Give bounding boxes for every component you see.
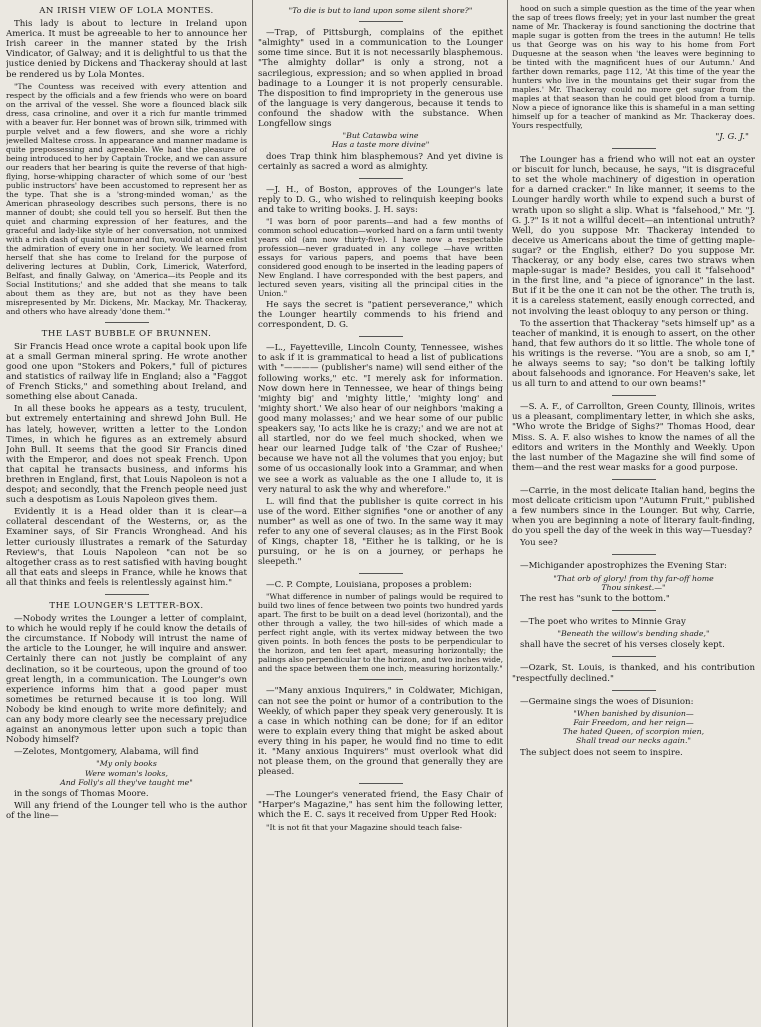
paragraph: To the assertion that Thackeray "sets himself up" as a teacher of mankind, it is enough to assert, on the other hand, that few authors do it so little. The whole tone of his writings is the reverse. "You are a snob, so am I," he always seems to say; "so don't be talking loftily about falsehoods and ignorance. For Heaven's sake, let us all turn to and attend to our own beams!" xyxy=(512,318,755,390)
paragraph: He says the secret is "patient perseverance," which the Lounger heartily commends to his friend and correspondent, D. G. xyxy=(258,300,503,331)
paragraph: L. will find that the publisher is quite correct in his use of the word. Either signifies "one or another of any number" as well as one of two. In the same way it may refer to any one of several clauses; as in the First Book of Kings, chapter 18, "Either he is talking, or he is pursuing, or he is on a journey, or perhaps he sleepeth." xyxy=(258,496,503,568)
signature-text: "J. G. J." xyxy=(715,132,749,142)
paragraph: Evidently it is a Head older than it is clear—a collateral descendant of the Westerns, or, as the Examiner says, of Sir Francis Wronghead. And his letter curiously illustrates a remark of the Saturday Review's, that Louis Napoleon "can not be so altogether crass as to rest satisfied with having bought all that eats and sleeps in France, while he knows that all that thinks and feels is relentlessly against him." xyxy=(6,507,247,588)
divider xyxy=(105,322,149,323)
paragraph: The Lounger has a friend who will not eat an oyster or biscuit for lunch, because, he says, "it is disgraceful to set the whole machinery of digestion in operation for a darned cracker." In like manner, it seems to the Lounger hardly worth while to expend such a burst of wrath upon so slight a slip. What is "falsehood," Mr. "J. G. J.?" Is it not a willful deceit—an intentional untruth? Well, do you suppose Mr. Thackeray intended to deceive us Americans about the time of getting maple-sugar? or the English, either? Do you suppose Mr. Thackeray, or any body else, cares two straws when maple-sugar is made? Besides, you call it "falsehood" in the first line, and "a piece of ignorance" in the last. But if it be the one it can not be the other. The truth is, it is a careless statement, easily enough corrected, and not involving the least obloquy to any person or thing. xyxy=(512,155,755,317)
paragraph: —Ozark, St. Louis, is thanked, and his contribution "respectfully declined." xyxy=(512,663,755,684)
column-3 xyxy=(512,4,755,1027)
paragraph: —The Lounger's venerated friend, the Easy Chair of "Harper's Magazine," has sent him the following letter, which the E. C. says it received from Upper Red Hook: xyxy=(258,790,503,821)
heading-brunnen: THE LAST BUBBLE OF BRUNNEN. xyxy=(41,328,212,339)
divider xyxy=(612,554,656,555)
paragraph: —Zelotes, Montgomery, Alabama, will find xyxy=(14,747,199,758)
paragraph: —L., Fayetteville, Lincoln County, Tennessee, wishes to ask if it is grammatical to head a list of publications with "———— (publisher's name) will send either of the following works," etc. "I merely ask for information. Now down here in Tennessee, we hear of things being 'mighty big' and 'mighty little,' 'mighty long' and 'mighty short.' We also hear of our neighbors 'making a good many molasses;' and we hear some of our public speakers say, 'Io acts like he is crazy;' and we are not at all startled, nor do we feel much shocked, when we hear our learned Judge talk of 'the Czar of Rushee;' because we have not all the volumes that you enjoy; but some of us occasionally look into a Grammar, and when we see a work as valuable as the one I allude to, it is very natural to ask the why and wherefore." xyxy=(258,343,503,495)
quoted-passage: "It is not fit that your Magazine should teach false- xyxy=(266,822,463,832)
divider xyxy=(359,21,403,22)
divider xyxy=(612,479,656,480)
paragraph: —Michigander apostrophizes the Evening Star: xyxy=(520,561,727,572)
divider xyxy=(105,594,149,595)
divider xyxy=(359,679,403,680)
paragraph: —Germaine sings the woes of Disunion: xyxy=(520,696,694,707)
quoted-passage: hood on such a simple question as the time of the year when the sap of trees flows freely; yet in your last number the great name of Mr. Thackeray is found sanctioning the doctrine that maple sugar is gotten from the trees in the autumn! He tells us that George was on his way to his home from Fort Duquesne at the season when 'the leaves were beginning to be tinted with the magnificent hues of our Autumn.' And farther down remarks, page 112, 'At this time of the year the hunters who live in the mountains get their sugar from the maples.' Mr. Thackeray could no more get sugar from the maples at that season than he could get blood from a turnip. Now a piece of ignorance like this is shameful in a man setting himself up for a teacher of mankind as Mr. Thackeray does. Yours respectfully, xyxy=(512,4,755,130)
divider xyxy=(359,336,403,337)
paragraph: The rest has "sunk to the bottom." xyxy=(520,593,670,604)
paragraph: does Trap think him blasphemous? And yet divine is certainly as sacred a word as almighty. xyxy=(258,151,503,172)
quoted-passage: "The Countess was received with every attention and respect by the officials and a few friends who were on board on the arrival of the vessel. She wore a flounced black silk dress, casa crinoline, and over it a rich fur mantle trimmed with a beaver fur. Her bonnet was of brown silk, trimmed with purple velvet and a few flowers, and she wore a richly jewelled Maltese cross. In appearance and manner madame is quite prepossessing and agreeable. We had the pleasure of being introduced to her by Captain Trocke, and we can assure our readers that her bearing is quite the reverse of that high-flying, horse-whipping character of which some of our 'best public instructors' have been accustomed to represent her as the type. That she is a 'strong-minded woman,' as the American phraseology describes such persons, there is no manner of doubt; she could tell you so herself. But then the quiet and charming expression of her features, and the graceful and lady-like style of her conversation, not unmixed with a rich dash of quaint humor and fun, would at once enlist the admiration of every one in her society. We learned from herself that she has come to Ireland for the purpose of delivering lectures at Dublin, Cork, Limerick, Waterford, Belfast, and finally Galway, on 'America—its People and its Social Institutions;' and she added that she means to talk about them as they are, but not as they have been misrepresented by Mr. Dickens, Mr. Mackay, Mr. Thackeray, and others who have already 'done them.'" xyxy=(6,81,247,316)
paragraph: You see? xyxy=(520,538,558,549)
verse: "But Catawba wine Has a taste more divine" xyxy=(331,131,430,150)
verse: "To die is but to land upon some silent shore?" xyxy=(288,6,473,15)
paragraph: This lady is about to lecture in Ireland upon America. It must be agreeable to her to announce her Irish career in the manner stated by the Irish Vindicator, of Galway; and it is delightful to us that the justice denied by Dickens and Thackeray should at last be rendered us by Lola Montes. xyxy=(6,19,247,80)
divider xyxy=(612,395,656,396)
heading-lola-montes: AN IRISH VIEW OF LOLA MONTES. xyxy=(39,6,214,16)
divider xyxy=(612,148,656,149)
column-rule-right xyxy=(507,0,508,1027)
divider xyxy=(359,573,403,574)
divider xyxy=(359,178,403,179)
paragraph: —"Many anxious Inquirers," in Coldwater, Michigan, can not see the point or humor of a contribution to the Weekly, of which paper they speak very generously. It is a case in which nothing can be done; for if an editor were to explain every thing that might be asked about every thing in his paper, he would find no time to edit it. "Many anxious Inquirers" must overlook what did not please them, on the ground that generally they are pleased. xyxy=(258,686,503,778)
column-rule-left xyxy=(252,0,253,1027)
quoted-passage: "I was born of poor parents—and had a few months of common school education—worked hard on a farm until twenty years old (am now thirty-five). I have now a respectable profession—never graduated in any college —have written essays for various papers, and poems that have been considered good enough to be inserted in the leading papers of New England. I have corresponded with the best papers, and lectured seven years, visiting all the principal cities in the Union." xyxy=(258,217,503,299)
verse: "Beneath the willow's bending shade," xyxy=(557,629,710,639)
paragraph: —Trap, of Pittsburgh, complains of the epithet "almighty" used in a communication to the Lounger some time since. But it is not necessarily blasphemous. "The almighty dollar" is only a strong, not a sacrilegious, expression; and so when applied in broad badinage to a Lounger it is not properly censurable. The disposition to find impropriety in the generous use of the language is very dangerous, because it tends to confound the shadow with the substance. When Longfellow sings xyxy=(258,28,503,130)
verse: "My only books Were woman's looks, And Folly's all they've taught me" xyxy=(60,759,193,787)
paragraph: —Nobody writes the Lounger a letter of complaint, to which he would reply if he could know the details of the circumstance. If Nobody will intrust the name of the article to the Lounger, he will inquire and answer. Certainly there can not justly be complaint of any declination, so it be courteous, upon the ground of too great length, in a communication. The Lounger's own experience informs him that a good paper must sometimes be returned because it is too long. Will Nobody be kind enough to write more definitely; and can any body more clearly see the necessary prejudice against an anonymous letter upon such a topic than Nobody himself? xyxy=(6,614,247,746)
column-2 xyxy=(258,4,503,1027)
paragraph: The subject does not seem to inspire. xyxy=(520,747,683,758)
heading-letter-box: THE LOUNGER'S LETTER-BOX. xyxy=(49,601,204,611)
paragraph: In all these books he appears as a testy, truculent, but extremely entertaining and shrewd John Bull. He has lately, however, written a letter to the London Times, in which he figures as an extremely absurd John Bull. It seems that the good Sir Francis dined with the Emperor, and does not speak French. Upon that capital he transacts business, and informs his brethren in England, first, that Louis Napoleon is not a despot; and secondly, that the French people need just such a despotism as Louis Napoleon gives them. xyxy=(6,404,247,506)
verse: "That orb of glory! from thy far-off home Thou sinkest.—" xyxy=(553,573,714,592)
divider xyxy=(359,783,403,784)
divider xyxy=(612,690,656,691)
paragraph: shall have the secret of his verses closely kept. xyxy=(520,640,725,651)
paragraph: in the songs of Thomas Moore. xyxy=(14,789,149,800)
quoted-passage: "What difference in number of palings would be required to build two lines of fence between two points two hundred yards apart. The first to be built on a dead level (horizontal), and the other through a valley, the two hill-sides of which made a perfect right angle, with its vertex midway between the two given points. In both fences the posts to be perpendicular to the horizon, and ten feet apart, measuring horizontally; the palings also perpendicular to the horizon, and two inches wide, and the space between them one inch, measuring horizontally." xyxy=(258,592,503,674)
divider xyxy=(612,610,656,611)
paragraph: —S. A. F., of Carrollton, Green County, Illinois, writes us a pleasant, complimentary letter, in which she asks, "Who wrote the Bridge of Sighs?" Thomas Hood, dear Miss. S. A. F. also wishes to know the names of all the editors and writers in the Monthly and Weekly. Upon the last number of the Magazine she will find some of them—and the rest wear masks for a good purpose. xyxy=(512,402,755,473)
verse: "When banished by disunion— Fair Freedom, and her reign— The hated Queen, of scorpion mien, Shall tread our necks again." xyxy=(562,708,705,746)
paragraph: —Carrie, in the most delicate Italian hand, begins the most delicate criticism upon "Autumn Fruit," published a few numbers since in the Lounger. But why, Carrie, when you are beginning a note of literary fault-finding, do you spell the day of the week in this way—Tuesday? xyxy=(512,485,755,537)
divider xyxy=(612,656,656,657)
column-1 xyxy=(6,4,247,1027)
paragraph: —C. P. Compte, Louisiana, proposes a problem: xyxy=(266,580,472,591)
paragraph: Sir Francis Head once wrote a capital book upon life at a small German mineral spring. He wrote another good one upon "Stokers and Pokers," full of pictures and statistics of railway life in England; also a "Faggot of French Sticks," and something about Ireland, and something else about Canada. xyxy=(6,341,247,403)
paragraph: —J. H., of Boston, approves of the Lounger's late reply to D. G., who wished to relinquish keeping books and take to writing books. J. H. says: xyxy=(258,184,503,215)
paragraph: Will any friend of the Lounger tell who is the author of the line— xyxy=(6,801,247,822)
paragraph: —The poet who writes to Minnie Gray xyxy=(520,617,686,628)
